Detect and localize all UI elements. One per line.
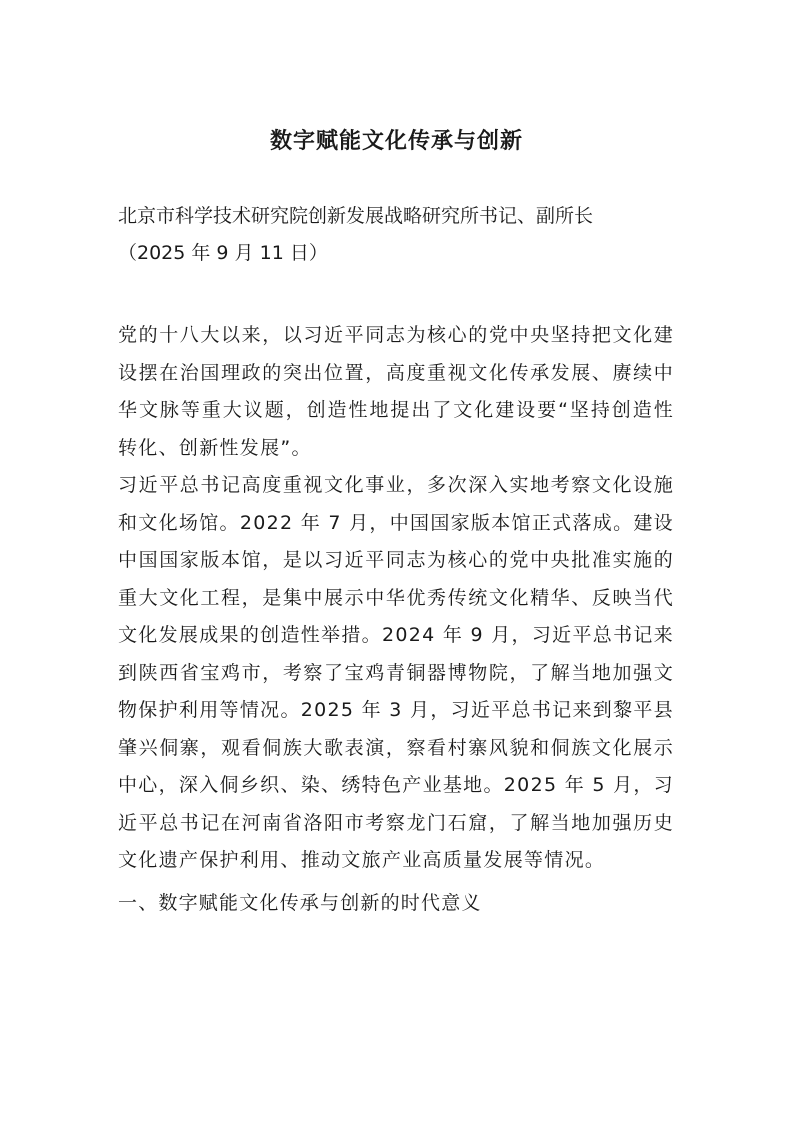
author-line: 北京市科学技术研究院创新发展战略研究所书记、副所长 <box>118 205 594 227</box>
section-heading: 一、数字赋能文化传承与创新的时代意义 <box>118 891 482 914</box>
paragraph: 习近平总书记高度重视文化事业，多次深入实地考察文化设施和文化场馆。2022 年 7 月，中国国家版本馆正式落成。建设中国国家版本馆，是以习近平同志为核心的党中央批准实施的重大文化工程，是集中展示中华优秀传统文化精华、反映当代文化发展成果的创造性举措。2024 年 9 月，习近平总书记来到陕西省宝鸡市，考察了宝鸡青铜器博物院，了解当地加强文物保护利用等情况。2025 年 3 月，习近平总书记来到黎平县肇兴侗寨，观看侗族大歌表演，察看村寨风貌和侗族文化展示中心，深入侗乡织、染、绣特色产业基地。2025 年 5 月，习近平总书记在河南省洛阳市考察龙门石窟，了解当地加强历史文化遗产保护利用、推动文旅产业高质量发展等情况。 <box>118 474 674 871</box>
date-line: （2025 年 9 月 11 日） <box>118 242 328 264</box>
document-title: 数字赋能文化传承与创新 <box>269 129 523 154</box>
document-meta <box>118 198 678 272</box>
document-body <box>118 317 674 922</box>
paragraph: 党的十八大以来，以习近平同志为核心的党中央坚持把文化建设摆在治国理政的突出位置，高度重视文化传承发展、赓续中华文脉等重大议题，创造性地提出了文化建设要“坚持创造性转化、创新性发展”。 <box>118 324 674 459</box>
